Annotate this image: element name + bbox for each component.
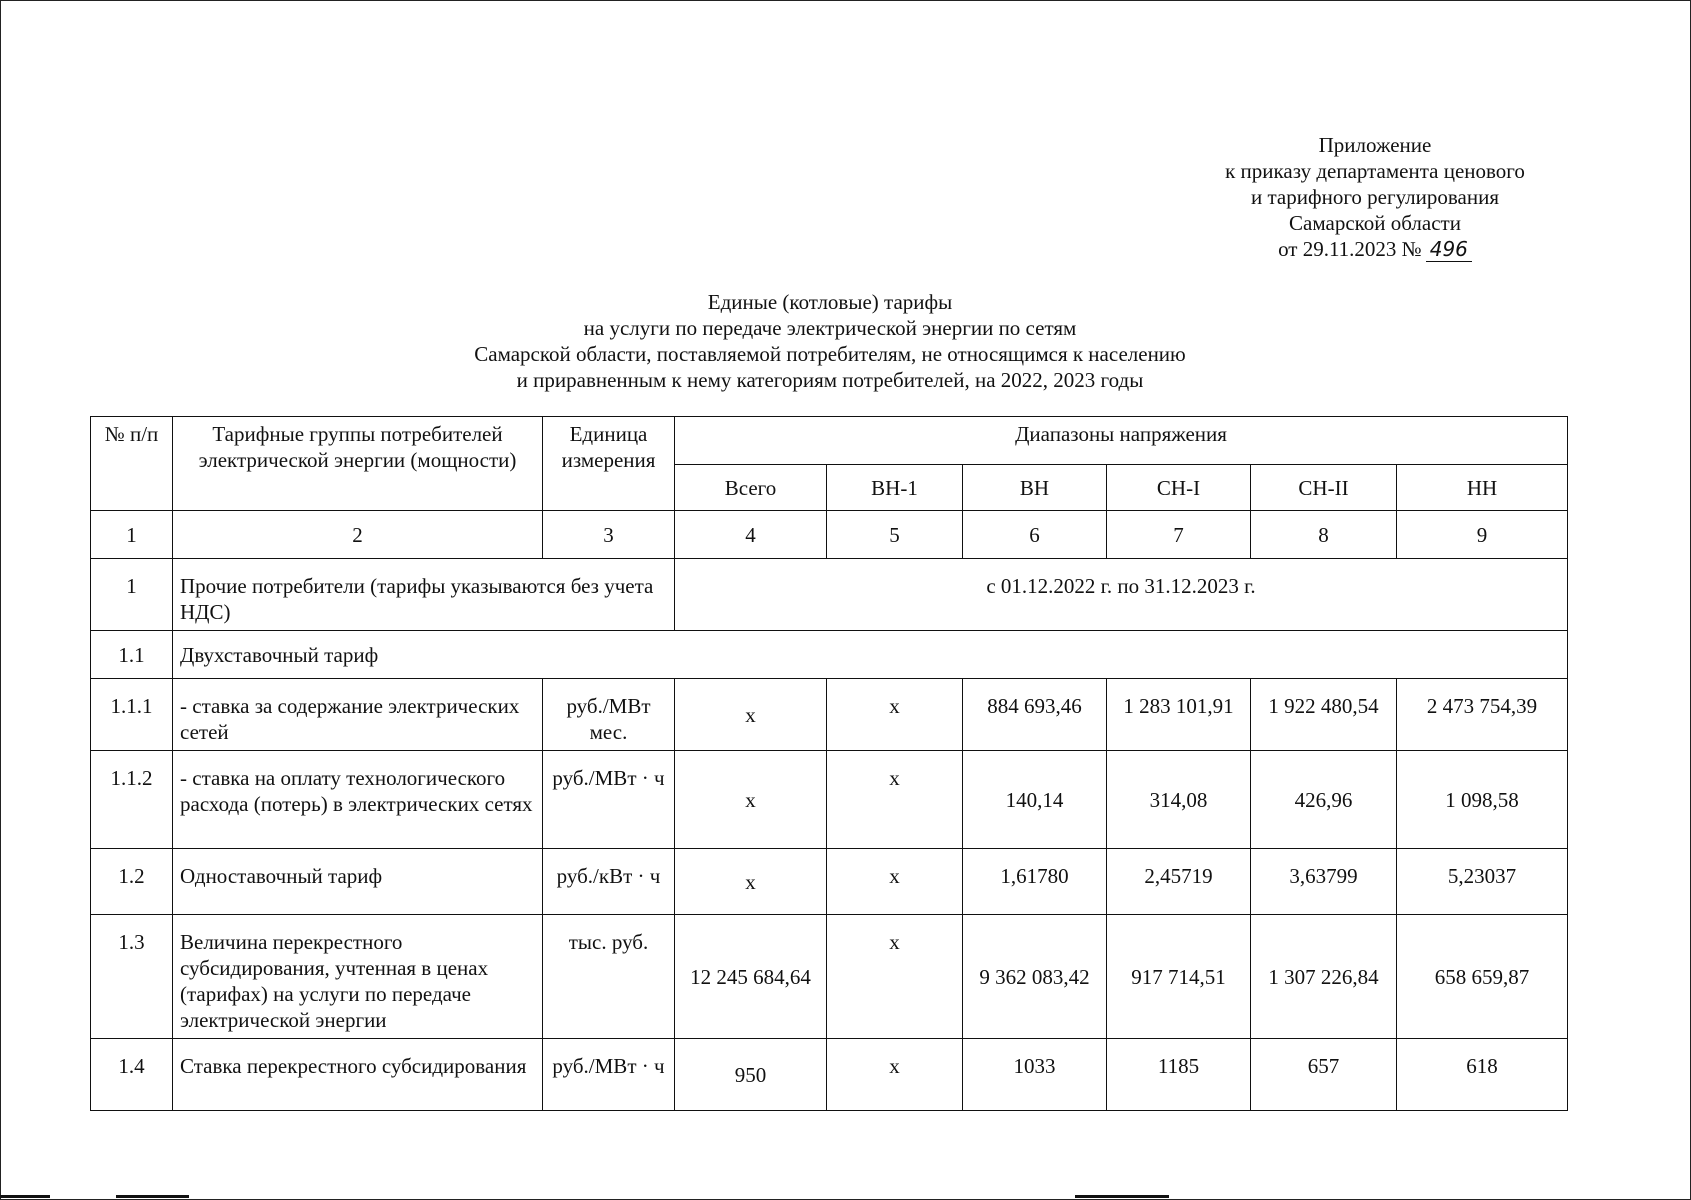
row-nn: 5,23037 [1397,849,1568,915]
row-sn1: 314,08 [1107,751,1251,849]
row-sn2: 3,63799 [1251,849,1397,915]
column-number: 4 [675,511,827,559]
table-row [91,679,1568,751]
header-group: Тарифные группы потребителей электрической энергии (мощности) [173,417,543,511]
row-unit: руб./МВт · ч [543,1039,675,1111]
header-row [91,417,1568,465]
row-total: х [675,679,827,751]
header-sn2: СН-II [1251,465,1397,511]
column-number: 5 [827,511,963,559]
subsection-num: 1.1 [91,631,173,679]
header-unit: Единица измерения [543,417,675,511]
row-unit: тыс. руб. [543,915,675,1039]
title-line: и приравненным к нему категориям потребителей, на 2022, 2023 годы [516,368,1144,392]
row-unit: руб./кВт · ч [543,849,675,915]
scan-edge-mark [116,1195,189,1198]
row-vn1: х [827,849,963,915]
row-sn2: 657 [1251,1039,1397,1111]
row-name: - ставка на оплату технологического расхода (потерь) в электрических сетях [173,751,543,849]
title-line: Самарской области, поставляемой потребителям, не относящимся к населению [474,342,1186,366]
subsection-name: Двухставочный тариф [173,631,1568,679]
column-number: 6 [963,511,1107,559]
row-nn: 658 659,87 [1397,915,1568,1039]
table-row [91,849,1568,915]
row-total: х [675,849,827,915]
appendix-line: к приказу департамента ценового [1225,159,1525,183]
row-nn: 2 473 754,39 [1397,679,1568,751]
row-nn: 618 [1397,1039,1568,1111]
row-total: х [675,751,827,849]
row-vn1: х [827,1039,963,1111]
section-period: с 01.12.2022 г. по 31.12.2023 г. [675,559,1568,631]
row-num: 1.2 [91,849,173,915]
order-number: 496 [1426,237,1472,262]
appendix-block [1180,132,1570,262]
header-total: Всего [675,465,827,511]
column-number: 8 [1251,511,1397,559]
column-number: 7 [1107,511,1251,559]
row-name: Ставка перекрестного субсидирования [173,1039,543,1111]
header-ranges: Диапазоны напряжения [675,417,1568,465]
column-number: 2 [173,511,543,559]
column-numbers-row [91,511,1568,559]
row-name: Одноставочный тариф [173,849,543,915]
header-nn: НН [1397,465,1568,511]
table-row [91,915,1568,1039]
column-number: 1 [91,511,173,559]
row-sn2: 1 922 480,54 [1251,679,1397,751]
row-sn1: 917 714,51 [1107,915,1251,1039]
row-total: 950 [675,1039,827,1111]
appendix-date: от 29.11.2023 № [1278,237,1422,261]
row-num: 1.3 [91,915,173,1039]
row-sn2: 426,96 [1251,751,1397,849]
row-name: - ставка за содержание электрических сетей [173,679,543,751]
row-vn: 9 362 083,42 [963,915,1107,1039]
column-number: 3 [543,511,675,559]
row-sn2: 1 307 226,84 [1251,915,1397,1039]
row-sn1: 2,45719 [1107,849,1251,915]
header-num: № п/п [91,417,173,511]
row-vn1: х [827,751,963,849]
header-vn: ВН [963,465,1107,511]
row-vn1: х [827,679,963,751]
row-num: 1.1.1 [91,679,173,751]
document-title [380,289,1280,393]
appendix-line: и тарифного регулирования [1251,185,1499,209]
appendix-date-line [1180,236,1570,262]
row-num: 1.4 [91,1039,173,1111]
tariff-table [90,416,1568,1111]
row-vn: 1,61780 [963,849,1107,915]
section-name: Прочие потребители (тарифы указываются без учета НДС) [173,559,675,631]
row-sn1: 1 283 101,91 [1107,679,1251,751]
row-total: 12 245 684,64 [675,915,827,1039]
table-row [91,751,1568,849]
appendix-line: Самарской области [1289,211,1461,235]
row-unit: руб./МВт · ч [543,751,675,849]
row-sn1: 1185 [1107,1039,1251,1111]
title-line: Единые (котловые) тарифы [707,290,953,314]
row-vn: 1033 [963,1039,1107,1111]
subsection-row [91,631,1568,679]
row-nn: 1 098,58 [1397,751,1568,849]
row-vn: 140,14 [963,751,1107,849]
section-row [91,559,1568,631]
row-vn1: х [827,915,963,1039]
title-line: на услуги по передаче электрической энергии по сетям [583,316,1077,340]
appendix-line: Приложение [1318,133,1432,157]
row-name: Величина перекрестного субсидирования, учтенная в ценах (тарифах) на услуги по передаче электрической энергии [173,915,543,1039]
table-row [91,1039,1568,1111]
column-number: 9 [1397,511,1568,559]
row-num: 1.1.2 [91,751,173,849]
header-sn1: СН-I [1107,465,1251,511]
row-vn: 884 693,46 [963,679,1107,751]
row-unit: руб./МВт мес. [543,679,675,751]
scan-edge-mark [0,1195,50,1198]
scan-edge-mark [1075,1195,1169,1198]
section-num: 1 [91,559,173,631]
header-vn1: ВН-1 [827,465,963,511]
